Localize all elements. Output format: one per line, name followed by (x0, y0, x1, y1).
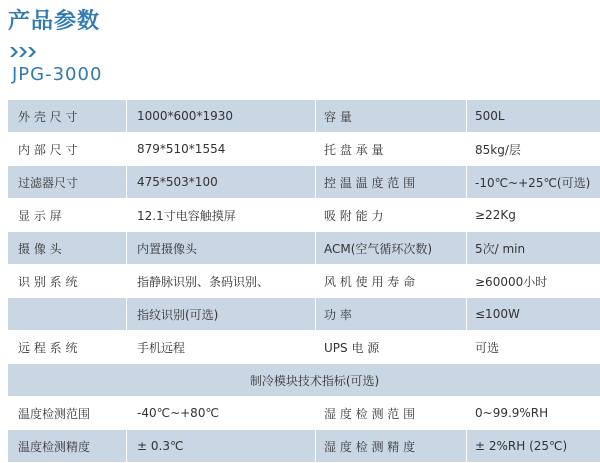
spec-value: 12.1寸电容触摸屏 (127, 199, 316, 232)
table-row (8, 265, 600, 298)
header (8, 4, 592, 90)
spec-label: 风 机 使 用 寿 命 (316, 265, 467, 298)
spec-label: 温度检测精度 (8, 430, 127, 463)
spec-label: 远 程 系 统 (8, 331, 127, 364)
spec-label: 识 别 系 统 (8, 265, 127, 298)
spec-label: 托 盘 承 量 (316, 133, 467, 166)
table-row (8, 232, 600, 265)
spec-label: ACM(空气循环次数) (316, 232, 467, 265)
spec-label: 外 壳 尺 寸 (8, 100, 127, 133)
spec-label: 功 率 (316, 298, 467, 331)
spec-label: 温度检测范围 (8, 397, 127, 430)
spec-value: 手机远程 (127, 331, 316, 364)
spec-label (8, 298, 127, 331)
spec-label: 湿 度 检 测 范 围 (316, 397, 467, 430)
table-row (8, 397, 600, 430)
chevron-right-icon (10, 46, 38, 58)
spec-value: 1000*600*1930 (127, 100, 316, 133)
spec-label: 内 部 尺 寸 (8, 133, 127, 166)
spec-label: 容 量 (316, 100, 467, 133)
spec-value: -10℃~+25℃(可选) (467, 166, 600, 199)
spec-value: 475*503*100 (127, 166, 316, 199)
spec-value: ≤100W (467, 298, 600, 331)
table-row (8, 166, 600, 199)
table-row (8, 199, 600, 232)
table-row (8, 430, 600, 463)
model-name: JPG-3000 (12, 64, 102, 85)
spec-label: 过滤器尺寸 (8, 166, 127, 199)
spec-value: 指纹识别(可选) (127, 298, 316, 331)
spec-label: 控 温 温 度 范 围 (316, 166, 467, 199)
spec-label: 显 示 屏 (8, 199, 127, 232)
table-row (8, 331, 600, 364)
spec-label: 吸 附 能 力 (316, 199, 467, 232)
spec-value: 0~99.9%RH (467, 397, 600, 430)
spec-value: ± 0.3℃ (127, 430, 316, 463)
spec-value: ± 2%RH (25℃) (467, 430, 600, 463)
table-row (8, 100, 600, 133)
spec-value: 指静脉识别、条码识别、 (127, 265, 316, 298)
spec-value: 500L (467, 100, 600, 133)
spec-label: 摄 像 头 (8, 232, 127, 265)
spec-table (8, 100, 600, 463)
table-row (8, 133, 600, 166)
spec-value: 879*510*1554 (127, 133, 316, 166)
spec-value: -40℃~+80℃ (127, 397, 316, 430)
spec-label: 湿 度 检 测 精 度 (316, 430, 467, 463)
spec-value: 85kg/层 (467, 133, 600, 166)
spec-value: 5次/ min (467, 232, 600, 265)
table-row (8, 298, 600, 331)
spec-value: 可选 (467, 331, 600, 364)
spec-label: UPS 电 源 (316, 331, 467, 364)
spec-value: 内置摄像头 (127, 232, 316, 265)
page-title: 产品参数 (8, 4, 100, 35)
table-row (8, 364, 600, 397)
spec-value: ≥22Kg (467, 199, 600, 232)
spec-value: ≥60000小时 (467, 265, 600, 298)
section-title: 制冷模块技术指标(可选) (8, 364, 600, 397)
